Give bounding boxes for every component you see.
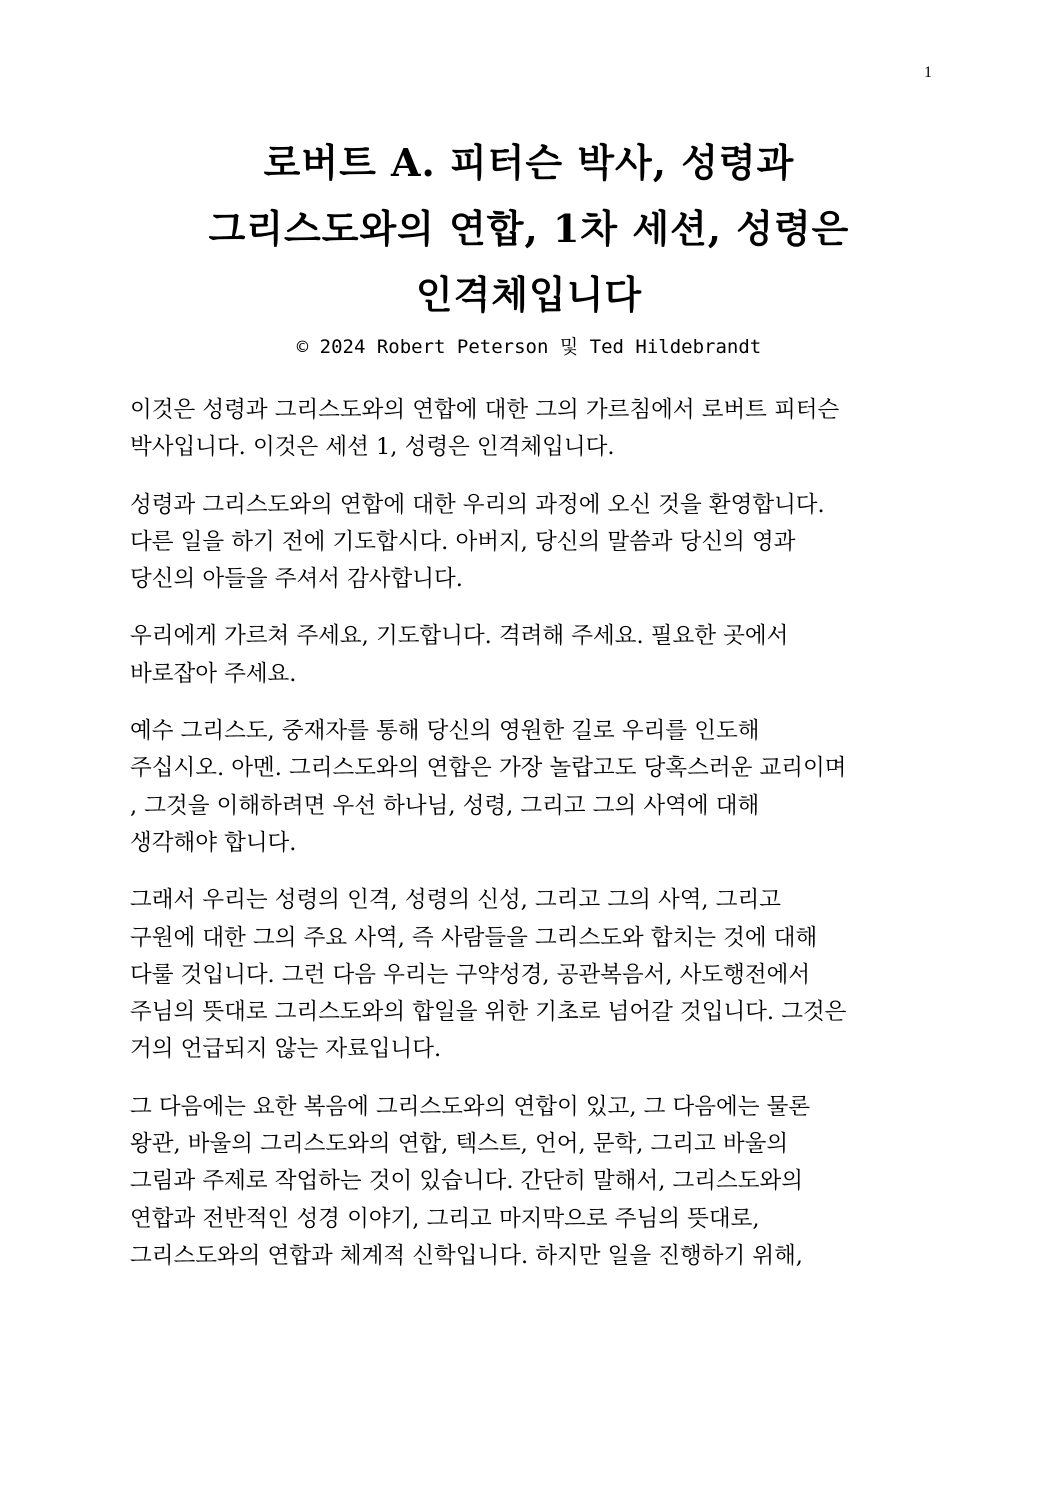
- transcript-body: [130, 392, 930, 1295]
- copyright-notice: © 2024 Robert Peterson 및 Ted Hildebrandt: [296, 336, 762, 358]
- text-line: 그래서 우리는 성령의 인격, 성령의 신성, 그리고 그의 사역, 그리고: [130, 887, 781, 914]
- paragraph-course-topics: [130, 1089, 930, 1275]
- title-line: 인격체입니다: [415, 272, 643, 317]
- text-line: 거의 언급되지 않는 자료입니다.: [130, 1036, 442, 1063]
- paragraph-intro: [130, 392, 930, 467]
- text-line: 당신의 아들을 주셔서 감사합니다.: [130, 566, 463, 593]
- paragraph-welcome: [130, 487, 930, 599]
- document-title: [130, 130, 928, 328]
- text-line: 다룰 것입니다. 그런 다음 우리는 구약성경, 공관복음서, 사도행전에서: [130, 961, 811, 988]
- text-line: 그림과 주제로 작업하는 것이 있습니다. 간단히 말해서, 그리스도와의: [130, 1168, 803, 1195]
- text-line: 주님의 뜻대로 그리스도와의 합일을 위한 기초로 넘어갈 것입니다. 그것은: [130, 999, 847, 1026]
- text-line: 바로잡아 주세요.: [130, 660, 297, 687]
- text-line: 성령과 그리스도와의 연합에 대한 우리의 과정에 오신 것을 환영합니다.: [130, 491, 825, 518]
- title-line: 로버트 A. 피터슨 박사, 성령과: [263, 140, 795, 185]
- text-line: 왕관, 바울의 그리스도와의 연합, 텍스트, 언어, 문학, 그리고 바울의: [130, 1131, 789, 1158]
- text-line: 이것은 성령과 그리스도와의 연합에 대한 그의 가르침에서 로버트 피터슨: [130, 397, 840, 423]
- text-line: , 그것을 이해하려면 우선 하나님, 성령, 그리고 그의 사역에 대해: [130, 792, 760, 819]
- page-number: 1: [924, 64, 932, 81]
- text-line: 그리스도와의 연합과 체계적 신학입니다. 하지만 일을 진행하기 위해,: [130, 1242, 803, 1269]
- text-line: 다른 일을 하기 전에 기도합시다. 아버지, 당신의 말씀과 당신의 영과: [130, 528, 796, 555]
- text-line: 그 다음에는 요한 복음에 그리스도와의 연합이 있고, 그 다음에는 물론: [130, 1093, 811, 1120]
- text-line: 구원에 대한 그의 주요 사역, 즉 사람들을 그리스도와 합치는 것에 대해: [130, 924, 818, 951]
- title-line: 그리스도와의 연합, 1차 세션, 성령은: [208, 206, 850, 251]
- text-line: 생각해야 합니다.: [130, 829, 297, 856]
- paragraph-union-doctrine: [130, 713, 930, 862]
- text-line: 연합과 전반적인 성경 이야기, 그리고 마지막으로 주님의 뜻대로,: [130, 1205, 760, 1232]
- paragraph-course-outline: [130, 882, 930, 1068]
- text-line: 예수 그리스도, 중재자를 통해 당신의 영원한 길로 우리를 인도해: [130, 718, 760, 745]
- text-line: 우리에게 가르쳐 주세요, 기도합니다. 격려해 주세요. 필요한 곳에서: [130, 623, 789, 650]
- text-line: 주십시오. 아멘. 그리스도와의 연합은 가장 놀랍고도 당혹스러운 교리이며: [130, 755, 847, 782]
- text-line: 박사입니다. 이것은 세션 1, 성령은 인격체입니다.: [130, 434, 615, 461]
- paragraph-prayer: [130, 618, 930, 693]
